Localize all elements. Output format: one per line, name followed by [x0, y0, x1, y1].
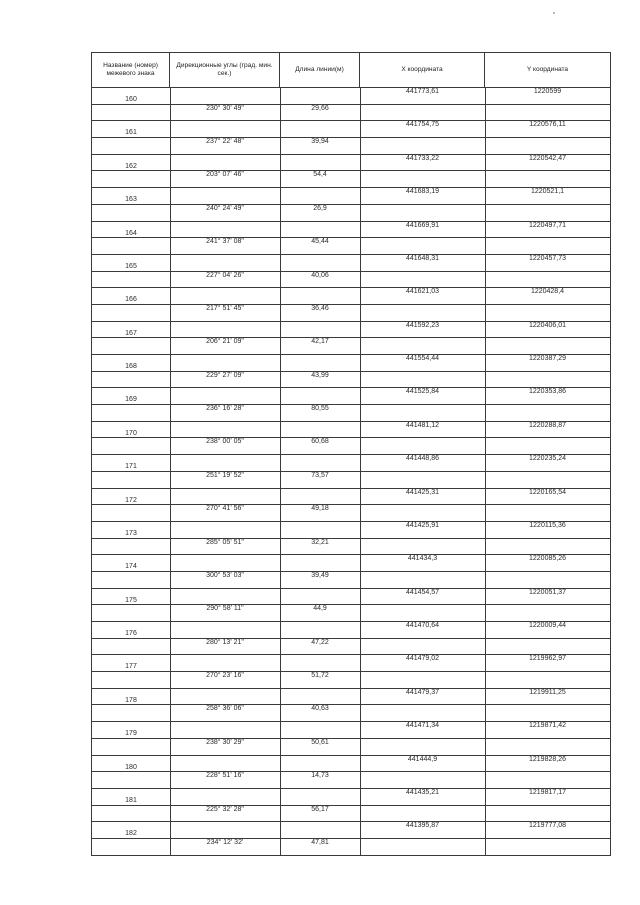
y-coordinate: 1219777,08: [529, 822, 566, 830]
table-row: [92, 388, 610, 405]
y-coordinate: 1219962,97: [529, 655, 566, 663]
column-divider: [280, 88, 281, 104]
y-coordinate: 1220428,4: [530, 288, 565, 296]
column-divider: [360, 138, 361, 154]
column-divider: [485, 338, 486, 354]
table-row: [92, 739, 610, 756]
mark-number: 171: [125, 463, 137, 471]
table-row: [92, 756, 610, 773]
line-length: 47,81: [311, 838, 329, 846]
column-divider: [360, 238, 361, 254]
column-divider: [360, 806, 361, 822]
column-divider: [170, 589, 171, 605]
table-row: [92, 272, 610, 289]
y-coordinate: 1220599: [533, 88, 562, 95]
mark-number: 181: [125, 796, 137, 804]
column-divider: [485, 305, 486, 321]
table-row: [92, 839, 610, 856]
column-divider: [360, 305, 361, 321]
column-divider: [170, 689, 171, 705]
line-length: 45,44: [311, 238, 329, 246]
header-y: Y координата: [526, 66, 569, 73]
table-row: [92, 639, 610, 656]
column-divider: [170, 388, 171, 404]
x-coordinate: 441395,87: [405, 822, 440, 830]
table-row: [92, 372, 610, 389]
direction-angle: 290° 58' 11": [206, 605, 244, 613]
mark-number: 174: [125, 563, 137, 571]
x-coordinate: 441444,9: [407, 755, 438, 763]
table-row: [92, 572, 610, 589]
table-row: [92, 605, 610, 622]
y-coordinate: 1220387,29: [529, 355, 566, 362]
mark-number: 170: [125, 429, 137, 437]
column-divider: [170, 255, 171, 271]
table-row: [92, 188, 610, 205]
table-row: [92, 405, 610, 422]
mark-number: 168: [125, 363, 137, 370]
mark-number: 169: [125, 396, 137, 404]
table-row: [92, 555, 610, 572]
table-row: [92, 655, 610, 672]
line-length: 29,66: [311, 104, 329, 112]
table-row: [92, 205, 610, 222]
x-coordinate: 441554,44: [405, 355, 440, 362]
column-divider: [360, 372, 361, 388]
line-length: 32,21: [311, 538, 329, 546]
column-divider: [280, 255, 281, 271]
scan-speck: [553, 12, 555, 14]
column-divider: [360, 472, 361, 488]
direction-angle: 230° 30' 49": [206, 104, 244, 112]
column-divider: [485, 171, 486, 187]
column-divider: [360, 205, 361, 221]
line-length: 51,72: [311, 672, 329, 680]
column-divider: [280, 555, 281, 571]
column-divider: [485, 672, 486, 688]
column-divider: [360, 438, 361, 454]
mark-number: 179: [125, 730, 137, 738]
table-row: [92, 121, 610, 138]
direction-angle: 237° 22' 48": [206, 138, 244, 146]
column-divider: [170, 288, 171, 304]
table-row: [92, 138, 610, 155]
column-divider: [360, 539, 361, 555]
column-divider: [170, 756, 171, 772]
line-length: 14,73: [311, 772, 329, 780]
table-row: [92, 222, 610, 239]
table-row: [92, 772, 610, 789]
x-coordinate: 441479,37: [405, 688, 440, 696]
direction-angle: 241° 37' 08": [206, 238, 244, 246]
column-divider: [170, 489, 171, 505]
column-divider: [360, 672, 361, 688]
x-coordinate: 441481,12: [405, 421, 440, 429]
mark-number: 173: [125, 529, 137, 537]
column-divider: [485, 272, 486, 288]
column-divider: [170, 222, 171, 238]
y-coordinate: 1220165,54: [529, 488, 566, 496]
table-row: [92, 288, 610, 305]
direction-angle: 240° 24' 49": [206, 204, 244, 212]
table-row: [92, 455, 610, 472]
y-coordinate: 1220009,44: [529, 622, 566, 629]
column-divider: [280, 455, 281, 471]
table-row: [92, 422, 610, 439]
mark-number: 163: [125, 196, 137, 204]
table-row: [92, 171, 610, 188]
column-divider: [280, 789, 281, 805]
table-row: [92, 255, 610, 272]
table-row: [92, 539, 610, 556]
direction-angle: 285° 05' 51": [206, 538, 244, 546]
line-length: 40,63: [311, 705, 329, 713]
y-coordinate: 1220497,71: [529, 221, 566, 229]
column-divider: [485, 639, 486, 655]
mark-number: 172: [125, 496, 137, 504]
column-divider: [485, 539, 486, 555]
column-divider: [280, 756, 281, 772]
table-row: [92, 622, 610, 639]
column-divider: [485, 438, 486, 454]
column-divider: [170, 622, 171, 638]
table-row: [92, 88, 610, 105]
x-coordinate: 441669,91: [405, 221, 440, 229]
line-length: 36,46: [311, 304, 329, 312]
column-divider: [280, 589, 281, 605]
table-row: [92, 806, 610, 823]
column-divider: [485, 772, 486, 788]
column-divider: [280, 722, 281, 738]
x-coordinate: 441434,3: [407, 555, 438, 563]
column-divider: [360, 505, 361, 521]
column-divider: [170, 522, 171, 538]
y-coordinate: 1219817,17: [529, 788, 566, 796]
column-divider: [170, 455, 171, 471]
column-divider: [485, 472, 486, 488]
column-divider: [170, 722, 171, 738]
table-row: [92, 472, 610, 489]
column-divider: [360, 739, 361, 755]
mark-number: 180: [125, 763, 137, 771]
line-length: 56,17: [311, 805, 329, 813]
mark-number: 166: [125, 296, 137, 304]
table-header: [92, 53, 610, 88]
column-divider: [485, 705, 486, 721]
y-coordinate: 1220521,1: [530, 188, 565, 196]
table-row: [92, 438, 610, 455]
direction-angle: 258° 36' 06": [206, 705, 244, 713]
line-length: 39,49: [311, 571, 329, 579]
line-length: 40,06: [311, 271, 329, 279]
column-divider: [485, 605, 486, 621]
table-row: [92, 522, 610, 539]
line-length: 73,57: [311, 471, 329, 479]
y-coordinate: 1220288,87: [529, 421, 566, 429]
direction-angle: 251° 19' 52": [206, 471, 244, 479]
mark-number: 161: [125, 129, 137, 137]
mark-number: 160: [125, 96, 137, 103]
direction-angle: 225° 32' 28": [206, 805, 244, 813]
column-divider: [485, 372, 486, 388]
line-length: 50,61: [311, 738, 329, 746]
column-divider: [485, 405, 486, 421]
y-coordinate: 1220457,73: [529, 254, 566, 262]
column-divider: [485, 105, 486, 121]
column-divider: [485, 205, 486, 221]
table-row: [92, 589, 610, 606]
direction-angle: 270° 41' 56": [206, 505, 244, 513]
mark-number: 165: [125, 262, 137, 270]
column-divider: [360, 839, 361, 855]
direction-angle: 300° 53' 03": [206, 571, 244, 579]
column-divider: [280, 622, 281, 638]
column-divider: [280, 522, 281, 538]
x-coordinate: 441425,31: [405, 488, 440, 496]
column-divider: [360, 338, 361, 354]
y-coordinate: 1220051,37: [529, 588, 566, 596]
direction-angle: 236° 16' 28": [206, 405, 244, 413]
mark-number: 175: [125, 596, 137, 604]
x-coordinate: 441773,61: [405, 88, 440, 95]
table-row: [92, 155, 610, 172]
line-length: 60,68: [311, 438, 329, 446]
direction-angle: 234° 12' 32': [206, 838, 244, 846]
y-coordinate: 1220115,36: [529, 521, 566, 529]
y-coordinate: 1219871,42: [529, 722, 566, 730]
x-coordinate: 441435,21: [405, 788, 440, 796]
table-row: [92, 689, 610, 706]
column-divider: [170, 188, 171, 204]
direction-angle: 280° 13' 21": [206, 638, 244, 646]
line-length: 49,18: [311, 505, 329, 513]
column-divider: [170, 121, 171, 137]
x-coordinate: 441592,23: [405, 321, 440, 329]
mark-number: 182: [125, 830, 137, 838]
column-divider: [485, 138, 486, 154]
table-row: [92, 355, 610, 372]
column-divider: [280, 822, 281, 838]
table-body: [92, 88, 610, 856]
column-divider: [280, 322, 281, 338]
x-coordinate: 441733,22: [405, 154, 440, 162]
y-coordinate: 1220353,86: [529, 388, 566, 396]
y-coordinate: 1220576,11: [529, 121, 566, 129]
mark-number: 177: [125, 663, 137, 671]
x-coordinate: 441470,64: [405, 622, 440, 629]
column-divider: [280, 288, 281, 304]
direction-angle: 229° 27' 09": [206, 371, 244, 379]
direction-angle: 238° 00' 05": [206, 438, 244, 446]
line-length: 44,9: [313, 605, 327, 613]
y-coordinate: 1220406,01: [529, 321, 566, 329]
column-divider: [360, 705, 361, 721]
column-divider: [280, 422, 281, 438]
column-divider: [360, 171, 361, 187]
header-angle: Дирекционные углы (град. мин. сек.): [170, 53, 280, 87]
header-length: Длина линии(м): [280, 53, 360, 87]
x-coordinate: 441471,34: [405, 722, 440, 730]
direction-angle: 238° 30' 29": [206, 738, 244, 746]
table-row: [92, 722, 610, 739]
column-divider: [170, 155, 171, 171]
header-mark: Название (номер) межевого знака: [92, 53, 170, 87]
table-row: [92, 705, 610, 722]
header-x: Х координата: [360, 53, 485, 87]
line-length: 54,4: [313, 171, 327, 179]
column-divider: [360, 105, 361, 121]
boundary-coordinates-table: [91, 52, 611, 856]
column-divider: [170, 422, 171, 438]
column-divider: [360, 772, 361, 788]
y-coordinate: 1220542,47: [529, 154, 566, 162]
direction-angle: 217° 51' 45": [206, 304, 244, 312]
direction-angle: 270° 23' 16": [206, 672, 244, 680]
column-divider: [280, 188, 281, 204]
column-divider: [360, 605, 361, 621]
table-row: [92, 238, 610, 255]
mark-number: 167: [125, 329, 137, 337]
column-divider: [170, 789, 171, 805]
y-coordinate: 1220085,26: [529, 555, 566, 563]
y-coordinate: 1219911,25: [529, 688, 566, 696]
table-row: [92, 822, 610, 839]
x-coordinate: 441479,02: [405, 655, 440, 663]
x-coordinate: 441754,75: [405, 121, 440, 129]
column-divider: [170, 355, 171, 371]
y-coordinate: 1219828,26: [529, 755, 566, 763]
mark-number: 178: [125, 696, 137, 704]
x-coordinate: 441425,91: [405, 521, 440, 529]
column-divider: [360, 572, 361, 588]
column-divider: [485, 806, 486, 822]
direction-angle: 228° 51' 16": [206, 772, 244, 780]
mark-number: 164: [125, 229, 137, 237]
column-divider: [280, 121, 281, 137]
column-divider: [360, 272, 361, 288]
table-row: [92, 789, 610, 806]
column-divider: [170, 655, 171, 671]
x-coordinate: 441621,03: [405, 288, 440, 296]
direction-angle: 203° 07' 46": [206, 171, 244, 179]
column-divider: [170, 88, 171, 104]
column-divider: [280, 222, 281, 238]
mark-number: 162: [125, 162, 137, 170]
column-divider: [360, 405, 361, 421]
x-coordinate: 441454,57: [405, 588, 440, 596]
table-row: [92, 322, 610, 339]
table-row: [92, 305, 610, 322]
table-row: [92, 105, 610, 122]
line-length: 80,55: [311, 405, 329, 413]
line-length: 26,9: [313, 204, 327, 212]
column-divider: [280, 355, 281, 371]
y-coordinate: 1220235,24: [529, 455, 566, 463]
table-row: [92, 672, 610, 689]
line-length: 39,94: [311, 138, 329, 146]
mark-number: 176: [125, 630, 137, 637]
column-divider: [485, 238, 486, 254]
x-coordinate: 441525,84: [405, 388, 440, 396]
column-divider: [485, 839, 486, 855]
column-divider: [485, 739, 486, 755]
x-coordinate: 441683,19: [405, 188, 440, 196]
line-length: 43,99: [311, 371, 329, 379]
column-divider: [170, 555, 171, 571]
column-divider: [170, 322, 171, 338]
column-divider: [485, 572, 486, 588]
table-row: [92, 505, 610, 522]
column-divider: [280, 388, 281, 404]
line-length: 47,22: [311, 638, 329, 646]
line-length: 42,17: [311, 338, 329, 346]
column-divider: [360, 639, 361, 655]
table-row: [92, 338, 610, 355]
x-coordinate: 441648,31: [405, 254, 440, 262]
table-row: [92, 489, 610, 506]
column-divider: [280, 489, 281, 505]
column-divider: [170, 822, 171, 838]
x-coordinate: 441448,86: [405, 455, 440, 463]
column-divider: [280, 155, 281, 171]
column-divider: [280, 655, 281, 671]
column-divider: [280, 689, 281, 705]
direction-angle: 206° 21' 09": [206, 338, 244, 346]
direction-angle: 227° 04' 26": [206, 271, 244, 279]
column-divider: [485, 505, 486, 521]
